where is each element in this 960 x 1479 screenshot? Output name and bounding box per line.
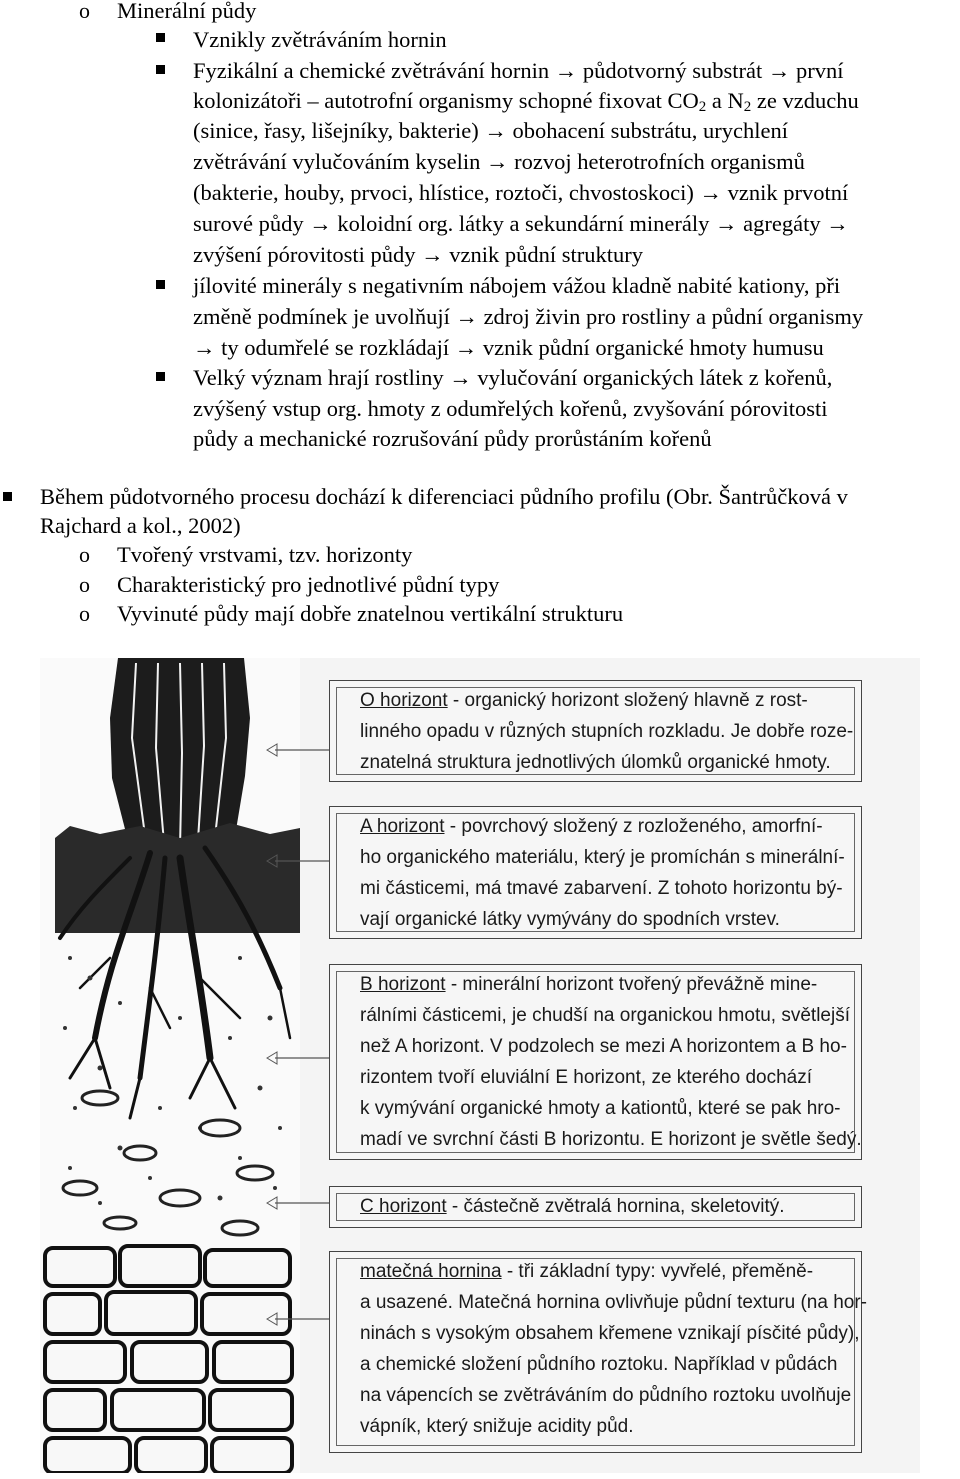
paragraph-line: půdy a mechanické rozrušování půdy prorůstáním kořenů bbox=[193, 426, 712, 451]
horizon-text: - organický horizont složený hlavně z rost- bbox=[447, 690, 808, 711]
horizon-box-c bbox=[329, 1186, 862, 1228]
soil-profile-figure bbox=[40, 658, 920, 1473]
bullet-marker bbox=[156, 65, 165, 74]
horizon-box-parent-rock bbox=[329, 1251, 867, 1453]
horizon-text: madí ve svrchní části B horizontu. E horizont je světle šedý. bbox=[360, 1129, 862, 1150]
horizon-text: linného opadu v různých stupních rozkladu. Je dobře roze- bbox=[360, 721, 854, 742]
horizon-box-a bbox=[329, 806, 862, 939]
horizon-text: - tři základní typy: vyvřelé, přeměně- bbox=[501, 1261, 814, 1282]
paragraph-line: (bakterie, houby, prvoci, hlístice, roztoči, chvostoskoci) → vznik prvotní bbox=[193, 180, 849, 205]
sub-bullet: o bbox=[79, 542, 90, 567]
bullet-marker bbox=[156, 33, 165, 42]
horizon-box-o bbox=[329, 680, 862, 782]
paragraph-line: (sinice, řasy, lišejníky, bakterie) → obohacení substrátu, urychlení bbox=[193, 118, 789, 143]
horizon-text: než A horizont. V podzolech se mezi A horizontem a B ho- bbox=[360, 1036, 847, 1057]
paragraph-line: Rajchard a kol., 2002) bbox=[40, 513, 241, 538]
bullet-marker bbox=[156, 280, 165, 289]
paragraph-line: zvýšený vstup org. hmoty z odumřelých kořenů, zvyšování pórovitosti bbox=[193, 396, 828, 421]
horizon-text: - povrchový složený z rozloženého, amorfní- bbox=[444, 816, 823, 837]
arrow-left-icon bbox=[265, 1312, 331, 1326]
horizon-text: rizontem tvoří eluviální E horizont, ze kterého dochází bbox=[360, 1067, 813, 1088]
arrow-left-icon bbox=[265, 1196, 331, 1210]
paragraph-line: Vznikly zvětráváním hornin bbox=[193, 27, 447, 52]
horizon-text: vají organické látky vymývány do spodních vrstev. bbox=[360, 909, 780, 930]
paragraph-line: → ty odumřelé se rozkládají → vznik půdní organické hmoty humusu bbox=[193, 335, 824, 360]
horizon-text: k vymývání organické hmoty a kationtů, které se pak hro- bbox=[360, 1098, 841, 1119]
paragraph-line: Velký význam hrají rostliny → vylučování organických látek z kořenů, bbox=[193, 365, 833, 390]
horizon-text: a chemické složení půdního roztoku. Například v půdách bbox=[360, 1354, 838, 1375]
sub-item: Charakteristický pro jednotlivé půdní typy bbox=[117, 572, 500, 597]
horizon-text: na vápencích se zvětráváním do půdního roztoku uvolňuje bbox=[360, 1385, 852, 1406]
horizon-name: matečná hornina bbox=[360, 1261, 502, 1282]
paragraph-line: zvětrávání vylučováním kyselin → rozvoj heterotrofních organismů bbox=[193, 149, 805, 174]
horizon-name: A horizont bbox=[360, 816, 445, 837]
paragraph-line: změně podmínek je uvolňují → zdroj živin pro rostliny a půdní organismy bbox=[193, 304, 864, 329]
paragraph-line: jílovité minerály s negativním nábojem vážou kladně nabité kationy, při bbox=[193, 273, 841, 298]
sub-bullet: o bbox=[79, 601, 90, 626]
arrow-left-icon bbox=[265, 1051, 331, 1065]
arrow-left-icon bbox=[265, 854, 331, 868]
horizon-text: mi částicemi, má tmavé zabarvení. Z tohoto horizontu bý- bbox=[360, 878, 843, 899]
horizon-text: ninách s vysokým obsahem křemene vznikají písčité půdy), bbox=[360, 1323, 860, 1344]
sub-item: Vyvinuté půdy mají dobře znatelnou vertikální strukturu bbox=[117, 601, 624, 626]
horizon-text: a usazené. Matečná hornina ovlivňuje půdní texturu (na hor- bbox=[360, 1292, 867, 1313]
horizon-text: znatelná struktura jednotlivých úlomků organické hmoty. bbox=[360, 752, 831, 773]
paragraph-line: zvýšení pórovitosti půdy → vznik půdní struktury bbox=[193, 242, 643, 267]
sub-item: Tvořený vrstvami, tzv. horizonty bbox=[117, 542, 413, 567]
paragraph-line: kolonizátoři – autotrofní organismy schopné fixovat $CO_2$ a $N_2$ ze vzduchu bbox=[193, 88, 859, 115]
horizon-text: ho organického materiálu, který je promíchán s minerální- bbox=[360, 847, 845, 868]
horizon-text: - částečně zvětralá hornina, skeletovitý. bbox=[446, 1196, 785, 1217]
paragraph-line: Během půdotvorného procesu dochází k diferenciaci půdního profilu (Obr. Šantrůčková v bbox=[40, 484, 848, 509]
paragraph-line: surové půdy → koloidní org. látky a sekundární minerály → agregáty → bbox=[193, 211, 849, 236]
heading-bullet: o bbox=[79, 0, 90, 23]
horizon-name: O horizont bbox=[360, 690, 448, 711]
soil-profile-illustration bbox=[40, 658, 300, 1473]
arrow-left-icon bbox=[265, 743, 331, 757]
bullet-marker bbox=[3, 492, 12, 501]
paragraph-line: Fyzikální a chemické zvětrávání hornin → půdotvorný substrát → první bbox=[193, 58, 844, 83]
sub-bullet: o bbox=[79, 572, 90, 597]
bullet-marker bbox=[156, 372, 165, 381]
horizon-text: - minerální horizont tvořený převážně mine- bbox=[445, 974, 818, 995]
horizon-text: vápník, který snižuje acidity půd. bbox=[360, 1416, 634, 1437]
horizon-text: rálními částicemi, je chudší na organickou hmotu, světlejší bbox=[360, 1005, 850, 1026]
horizon-name: B horizont bbox=[360, 974, 446, 995]
horizon-box-b bbox=[329, 964, 862, 1160]
section-heading: Minerální půdy bbox=[117, 0, 257, 23]
horizon-name: C horizont bbox=[360, 1196, 447, 1217]
